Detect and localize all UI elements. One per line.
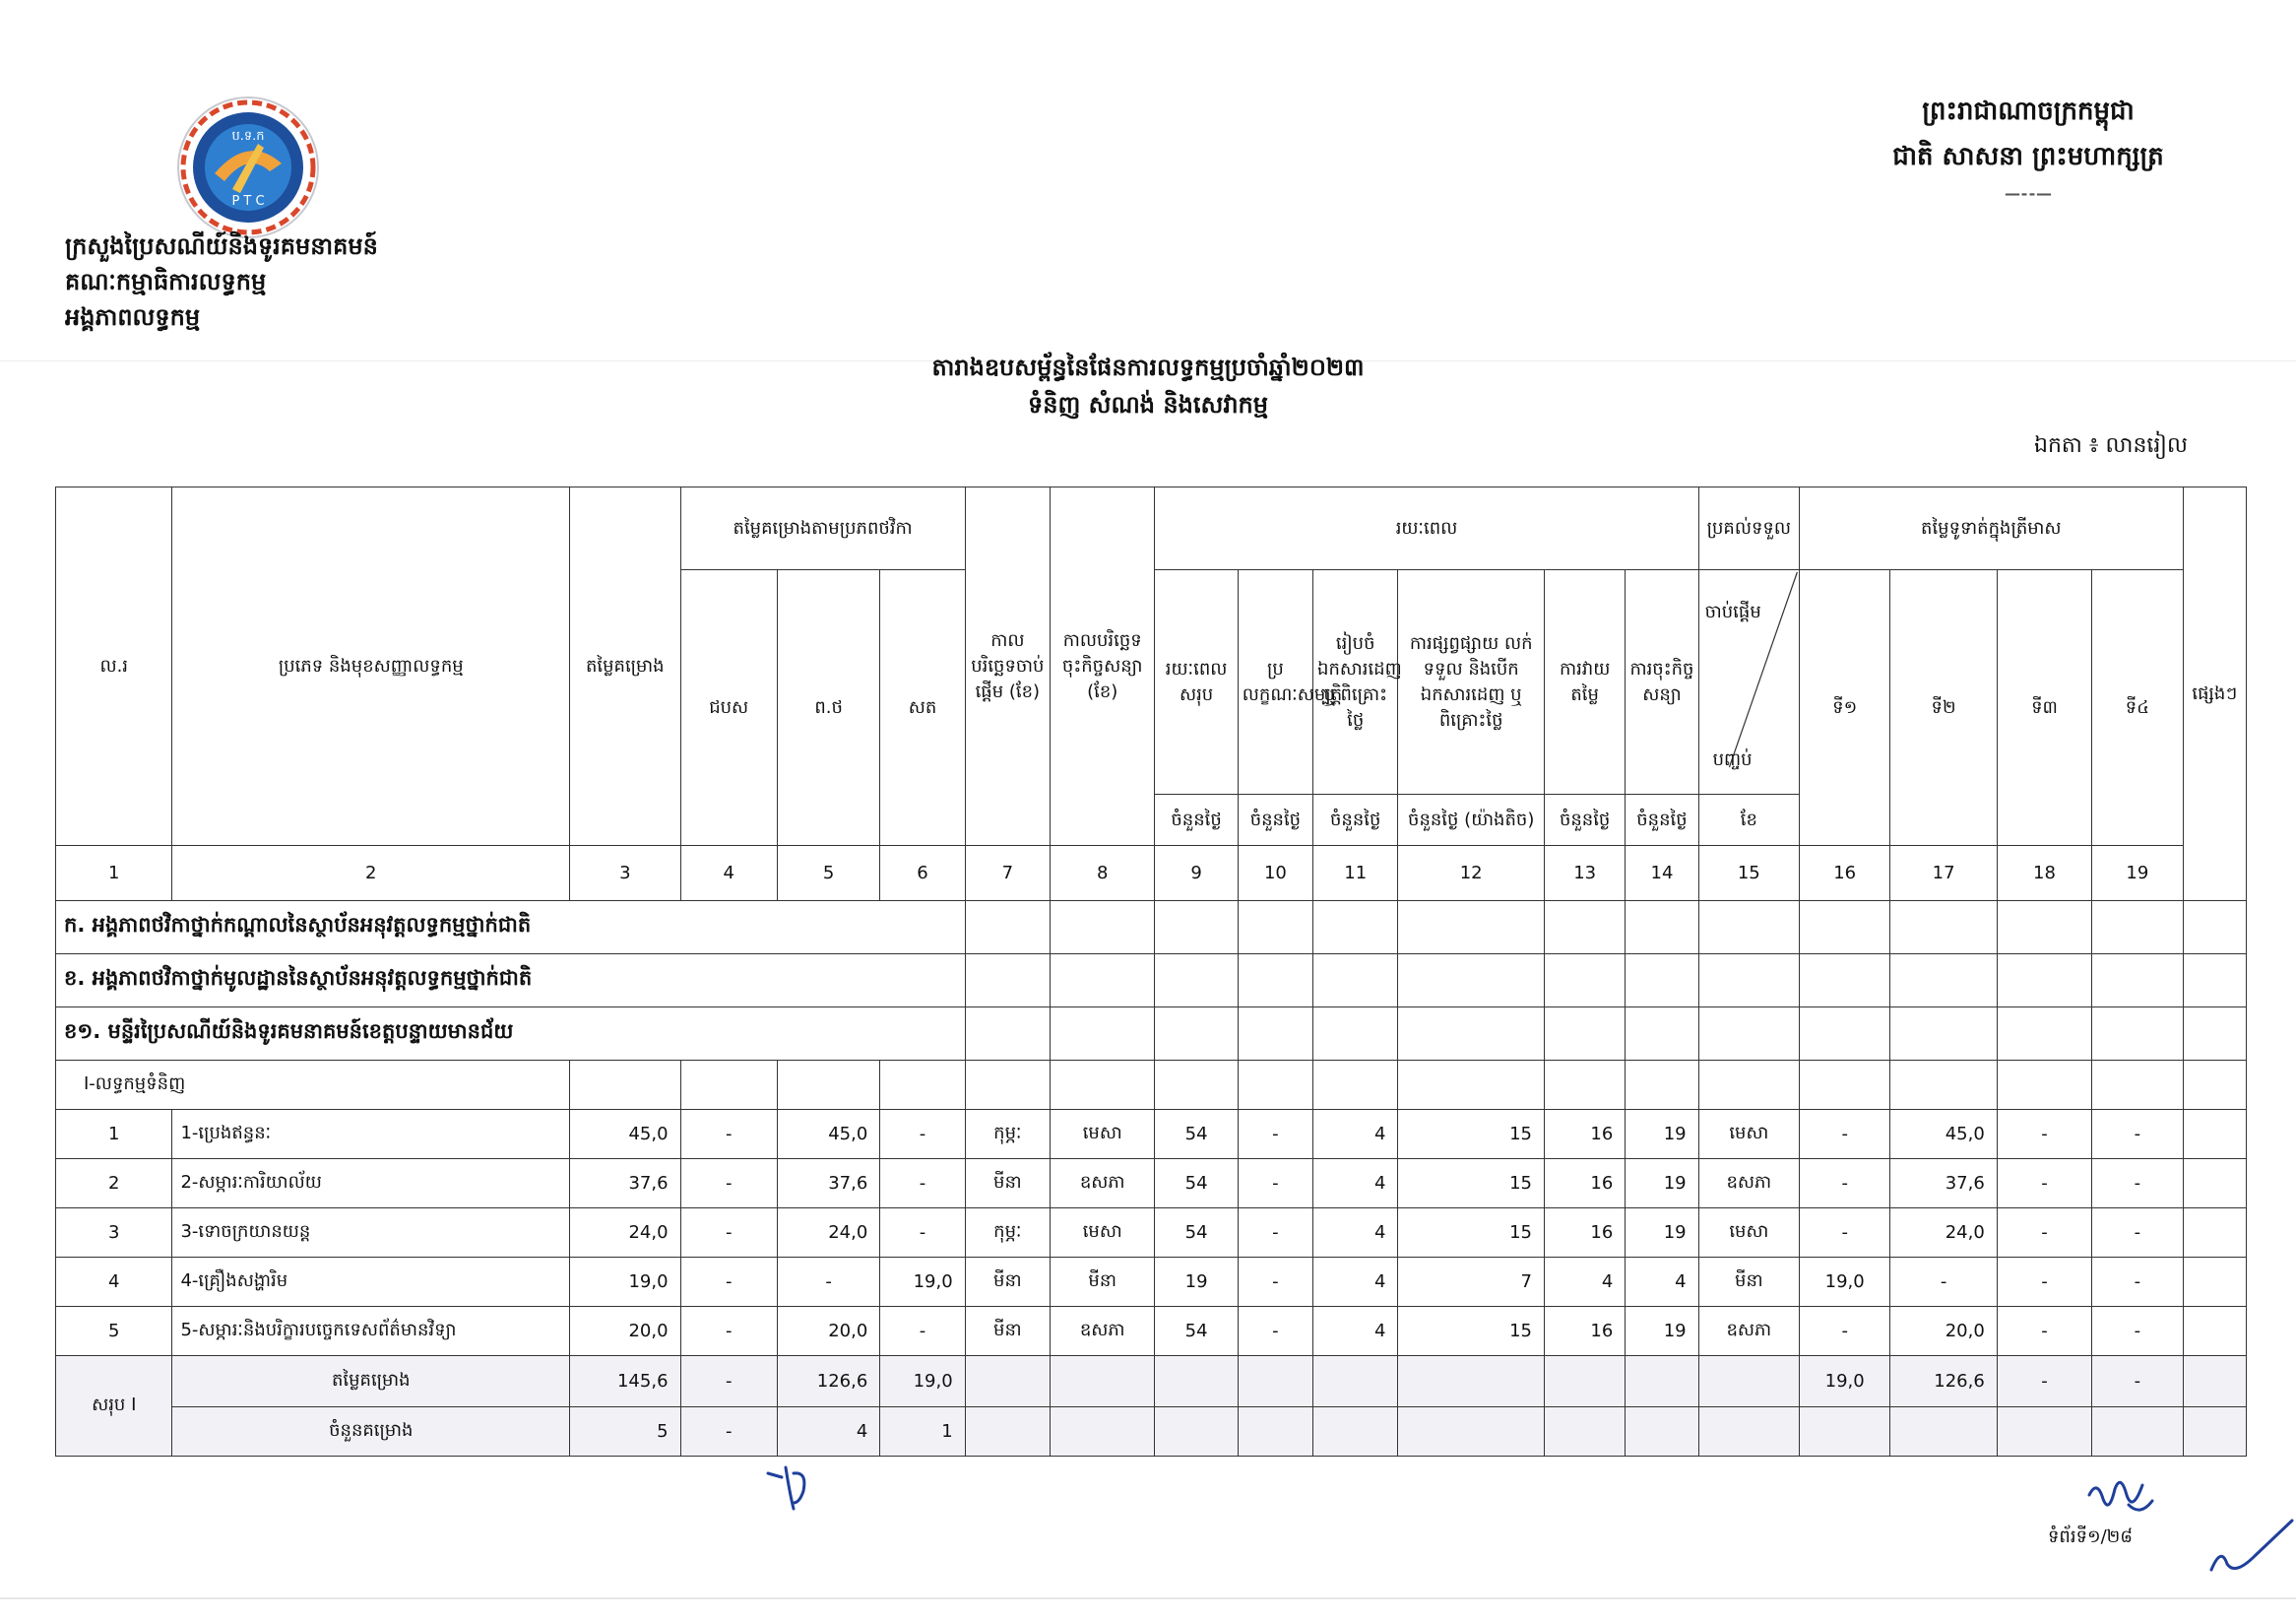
- table-row: [56, 1258, 2247, 1307]
- page-number: ទំព័រទី១/២៨: [2048, 1526, 2134, 1547]
- row-c6: -: [880, 1307, 965, 1356]
- row-c5: -: [777, 1258, 879, 1307]
- table-row: [56, 1159, 2247, 1208]
- subtotal-c16: 19,0: [1800, 1356, 1890, 1407]
- row-c4: -: [680, 1208, 777, 1258]
- row-c9: 54: [1155, 1159, 1238, 1208]
- subtotal-c4: -: [680, 1356, 777, 1407]
- row-c11: 4: [1313, 1159, 1398, 1208]
- table-row: [56, 1307, 2247, 1356]
- initial-mark-left: [764, 1463, 823, 1517]
- section-b1-title: ខ១. មន្ទីរប្រៃសណីយ៍និងទូរគមនាគមន៍ខេត្តបន្ទាយមានជ័យ: [56, 1007, 966, 1061]
- col-d-publish: ការផ្សព្វផ្សាយ លក់ ទទួល និងបើកឯកសារដេញ ឬ ពិគ្រោះថ្លៃ: [1398, 570, 1545, 795]
- unit-days: ចំនួនថ្ងៃ: [1238, 795, 1312, 846]
- subtotal-count-row: [56, 1407, 2247, 1457]
- col-d-quality: ប្រលក្ខណៈសម្បត្តិ: [1238, 570, 1312, 795]
- row-c16: -: [1800, 1159, 1890, 1208]
- section-row: [56, 954, 2247, 1007]
- document-subtitle: ទំនិញ សំណង់ និងសេវាកម្ម: [1027, 391, 1269, 419]
- subtotal-count-c5: 4: [777, 1407, 879, 1457]
- kingdom-name: ព្រះរាជាណាចក្រកម្ពុជា: [1922, 97, 2135, 126]
- col-number: 6: [880, 846, 965, 901]
- row-c7: មីនា: [965, 1159, 1050, 1208]
- row-c8: ឧសភា: [1051, 1159, 1155, 1208]
- row-c17: 24,0: [1890, 1208, 1997, 1258]
- delivery-end-label: បញ្ចប់: [1712, 749, 1753, 770]
- row-c8: មេសា: [1051, 1208, 1155, 1258]
- row-c15: មីនា: [1698, 1258, 1799, 1307]
- row-c10: -: [1238, 1208, 1312, 1258]
- table-row: [56, 1110, 2247, 1159]
- col-number: 14: [1626, 846, 1698, 901]
- ptc-logo: [175, 95, 321, 240]
- row-c14: 19: [1626, 1159, 1698, 1208]
- row-c5: 37,6: [777, 1159, 879, 1208]
- row-c17: 37,6: [1890, 1159, 1997, 1208]
- unit-days-min: ចំនួនថ្ងៃ (យ៉ាងតិច): [1398, 795, 1545, 846]
- row-no: 5: [56, 1307, 172, 1356]
- row-c10: -: [1238, 1307, 1312, 1356]
- row-c7: មីនា: [965, 1258, 1050, 1307]
- duration-group-header: រយៈពេល: [1155, 487, 1698, 570]
- row-c18: -: [1997, 1258, 2091, 1307]
- col-d-evaluate: ការវាយតម្លៃ: [1544, 570, 1625, 795]
- row-c7: កុម្ភៈ: [965, 1110, 1050, 1159]
- row-name: 1-ប្រេងឥន្ធនៈ: [172, 1110, 570, 1159]
- col-src-dev: ជបស: [680, 570, 777, 846]
- subtotal-count-c4: -: [680, 1407, 777, 1457]
- row-c19: -: [2092, 1258, 2183, 1307]
- subtotal-count-c6: 1: [880, 1407, 965, 1457]
- row-c10: -: [1238, 1159, 1312, 1208]
- row-c15: មេសា: [1698, 1110, 1799, 1159]
- row-c6: -: [880, 1159, 965, 1208]
- row-c12: 15: [1398, 1110, 1545, 1159]
- kingdom-block: [1851, 89, 2205, 209]
- subtotal-cost-label: តម្លៃគម្រោង: [172, 1356, 570, 1407]
- col-d-sign: ការចុះកិច្ចសន្យា: [1626, 570, 1698, 795]
- col-q3: ទី៣: [1997, 570, 2091, 846]
- row-c13: 16: [1544, 1307, 1625, 1356]
- row-c16: -: [1800, 1110, 1890, 1159]
- row-c8: ឧសភា: [1051, 1307, 1155, 1356]
- row-no: 1: [56, 1110, 172, 1159]
- col-number: 10: [1238, 846, 1312, 901]
- col-number: 5: [777, 846, 879, 901]
- row-c4: -: [680, 1110, 777, 1159]
- row-c6: 19,0: [880, 1258, 965, 1307]
- row-c15: ឧសភា: [1698, 1307, 1799, 1356]
- row-no: 2: [56, 1159, 172, 1208]
- row-c18: -: [1997, 1307, 2091, 1356]
- col-start-proc-header: កាលបរិច្ឆេទចាប់ផ្ដើម (ខែ): [965, 487, 1050, 846]
- subtotal-c17: 126,6: [1890, 1356, 1997, 1407]
- unit-days: ចំនួនថ្ងៃ: [1626, 795, 1698, 846]
- row-c9: 19: [1155, 1258, 1238, 1307]
- row-c4: -: [680, 1307, 777, 1356]
- row-c13: 16: [1544, 1208, 1625, 1258]
- row-c11: 4: [1313, 1208, 1398, 1258]
- row-c16: 19,0: [1800, 1258, 1890, 1307]
- row-c16: -: [1800, 1307, 1890, 1356]
- col-delivery-split: [1698, 570, 1799, 795]
- row-c18: -: [1997, 1110, 2091, 1159]
- row-cost: 45,0: [570, 1110, 680, 1159]
- row-c8: មេសា: [1051, 1110, 1155, 1159]
- section-a-title: ក. អង្គភាពថវិកាថ្នាក់កណ្ដាលនៃស្ថាប័នអនុវត្តលទ្ធកម្មថ្នាក់ជាតិ: [56, 901, 966, 954]
- footer-line: [0, 1597, 2296, 1599]
- row-c9: 54: [1155, 1208, 1238, 1258]
- issuer-block: [65, 228, 378, 335]
- row-name: 5-សម្ភារៈនិងបរិក្ខារបច្ចេកទេសព័ត៌មានវិទ្យា: [172, 1307, 570, 1356]
- col-number: 2: [172, 846, 570, 901]
- col-number: 18: [1997, 846, 2091, 901]
- currency-unit: ឯកតា ៖ លានរៀល: [2034, 433, 2188, 458]
- ministry-name: ក្រសួងប្រៃសណីយ៍និងទូរគមនាគមន៍: [65, 232, 378, 260]
- row-name: 3-ទោចក្រយានយន្ត: [172, 1208, 570, 1258]
- delivery-group-header: ប្រគល់ទទួល: [1698, 487, 1799, 570]
- row-c19: -: [2092, 1159, 2183, 1208]
- initial-mark-right: [2083, 1465, 2160, 1523]
- subtotal-c6: 19,0: [880, 1356, 965, 1407]
- document-title: តារាងឧបសម្ព័ន្ធនៃផែនការលទ្ធកម្មប្រចាំឆ្នាំ២០២៣: [931, 354, 1365, 381]
- subtotal-count-c3: 5: [570, 1407, 680, 1457]
- column-number-row: [56, 846, 2247, 901]
- col-number: 13: [1544, 846, 1625, 901]
- row-c9: 54: [1155, 1307, 1238, 1356]
- col-number: 12: [1398, 846, 1545, 901]
- col-type-header: ប្រភេទ និងមុខសញ្ញាលទ្ធកម្ម: [172, 487, 570, 846]
- row-c12: 15: [1398, 1159, 1545, 1208]
- col-number: 16: [1800, 846, 1890, 901]
- committee-name: គណៈកម្មាធិការលទ្ធកម្ម: [65, 268, 267, 295]
- source-group-header: តម្លៃគម្រោងតាមប្រភពថវិកា: [680, 487, 965, 570]
- row-c9: 54: [1155, 1110, 1238, 1159]
- subtotal-count-label: ចំនួនគម្រោង: [172, 1407, 570, 1457]
- col-number: 7: [965, 846, 1050, 901]
- quarter-group-header: តម្លៃទូទាត់ក្នុងត្រីមាស: [1800, 487, 2184, 570]
- section-row: [56, 1061, 2247, 1110]
- row-c14: 19: [1626, 1208, 1698, 1258]
- ornament-divider: —⁃⁃—: [2005, 184, 2052, 203]
- row-c7: មីនា: [965, 1307, 1050, 1356]
- subtotal-c19: -: [2092, 1356, 2183, 1407]
- row-c5: 20,0: [777, 1307, 879, 1356]
- subtotal-c18: -: [1997, 1356, 2091, 1407]
- col-d-prepare: រៀបចំឯកសារដេញ ឬ ពិគ្រោះថ្លៃ: [1313, 570, 1398, 795]
- row-c15: ឧសភា: [1698, 1159, 1799, 1208]
- row-cost: 19,0: [570, 1258, 680, 1307]
- col-number: 1: [56, 846, 172, 901]
- subtotal-cost-row: [56, 1356, 2247, 1407]
- unit-days: ចំនួនថ្ងៃ: [1155, 795, 1238, 846]
- row-c13: 16: [1544, 1110, 1625, 1159]
- row-c12: 15: [1398, 1208, 1545, 1258]
- section-row: [56, 901, 2247, 954]
- col-no-header: ល.រ: [56, 487, 172, 846]
- row-c10: -: [1238, 1258, 1312, 1307]
- row-c12: 7: [1398, 1258, 1545, 1307]
- section-row: [56, 1007, 2247, 1061]
- col-contract-date-header: កាលបរិច្ឆេទចុះកិច្ចសន្យា (ខែ): [1051, 487, 1155, 846]
- row-c11: 4: [1313, 1110, 1398, 1159]
- col-q2: ទី២: [1890, 570, 1997, 846]
- row-name: 2-សម្ភារៈការិយាល័យ: [172, 1159, 570, 1208]
- logo-top-text: ប.ទ.ក: [231, 129, 265, 144]
- delivery-start-label: ចាប់ផ្ដើម: [1704, 602, 1761, 622]
- row-c13: 4: [1544, 1258, 1625, 1307]
- col-other-header: ផ្សេងៗ: [2183, 487, 2246, 901]
- row-c11: 4: [1313, 1307, 1398, 1356]
- col-src-budget: ព.ថ: [777, 570, 879, 846]
- col-number: 3: [570, 846, 680, 901]
- row-c14: 19: [1626, 1307, 1698, 1356]
- row-c10: -: [1238, 1110, 1312, 1159]
- row-c5: 45,0: [777, 1110, 879, 1159]
- procurement-plan-table: [55, 487, 2247, 1457]
- row-c4: -: [680, 1258, 777, 1307]
- row-no: 3: [56, 1208, 172, 1258]
- row-c4: -: [680, 1159, 777, 1208]
- row-c18: -: [1997, 1159, 2091, 1208]
- row-cost: 24,0: [570, 1208, 680, 1258]
- row-c12: 15: [1398, 1307, 1545, 1356]
- col-number: 4: [680, 846, 777, 901]
- row-name: 4-គ្រឿងសង្ហារិម: [172, 1258, 570, 1307]
- col-cost-header: តម្លៃគម្រោង: [570, 487, 680, 846]
- row-c7: កុម្ភៈ: [965, 1208, 1050, 1258]
- col-src-other: សត: [880, 570, 965, 846]
- row-c14: 19: [1626, 1110, 1698, 1159]
- row-c19: -: [2092, 1208, 2183, 1258]
- col-number: 11: [1313, 846, 1398, 901]
- subtotal-c3: 145,6: [570, 1356, 680, 1407]
- row-c11: 4: [1313, 1258, 1398, 1307]
- goods-section-title: I-លទ្ធកម្មទំនិញ: [56, 1061, 570, 1110]
- national-motto: ជាតិ សាសនា ព្រះមហាក្សត្រ: [1892, 142, 2164, 171]
- signature-stroke: [2205, 1517, 2296, 1578]
- row-c6: -: [880, 1110, 965, 1159]
- row-c6: -: [880, 1208, 965, 1258]
- row-c8: មីនា: [1051, 1258, 1155, 1307]
- entity-name: អង្គភាពលទ្ធកម្ម: [65, 303, 201, 331]
- table-row: [56, 1208, 2247, 1258]
- row-c17: 20,0: [1890, 1307, 1997, 1356]
- row-c17: 45,0: [1890, 1110, 1997, 1159]
- row-c5: 24,0: [777, 1208, 879, 1258]
- row-c13: 16: [1544, 1159, 1625, 1208]
- row-c17: -: [1890, 1258, 1997, 1307]
- col-number: 8: [1051, 846, 1155, 901]
- col-q1: ទី១: [1800, 570, 1890, 846]
- col-d-total: រយៈពេលសរុប: [1155, 570, 1238, 795]
- unit-days: ចំនួនថ្ងៃ: [1544, 795, 1625, 846]
- subtotal-c5: 126,6: [777, 1356, 879, 1407]
- col-number: 9: [1155, 846, 1238, 901]
- row-c15: មេសា: [1698, 1208, 1799, 1258]
- col-number: 15: [1698, 846, 1799, 901]
- row-c18: -: [1997, 1208, 2091, 1258]
- unit-days: ចំនួនថ្ងៃ: [1313, 795, 1398, 846]
- row-c16: -: [1800, 1208, 1890, 1258]
- unit-month: ខែ: [1698, 795, 1799, 846]
- section-b-title: ខ. អង្គភាពថវិកាថ្នាក់មូលដ្ឋាននៃស្ថាប័នអនុវត្តលទ្ធកម្មថ្នាក់ជាតិ: [56, 954, 966, 1007]
- row-cost: 20,0: [570, 1307, 680, 1356]
- row-cost: 37,6: [570, 1159, 680, 1208]
- subtotal-label: សរុប I: [56, 1356, 172, 1457]
- row-no: 4: [56, 1258, 172, 1307]
- col-number: 19: [2092, 846, 2183, 901]
- row-c14: 4: [1626, 1258, 1698, 1307]
- col-number: 17: [1890, 846, 1997, 901]
- row-c19: -: [2092, 1110, 2183, 1159]
- col-q4: ទី៤: [2092, 570, 2183, 846]
- logo-bottom-text: P T C: [231, 194, 265, 209]
- row-c19: -: [2092, 1307, 2183, 1356]
